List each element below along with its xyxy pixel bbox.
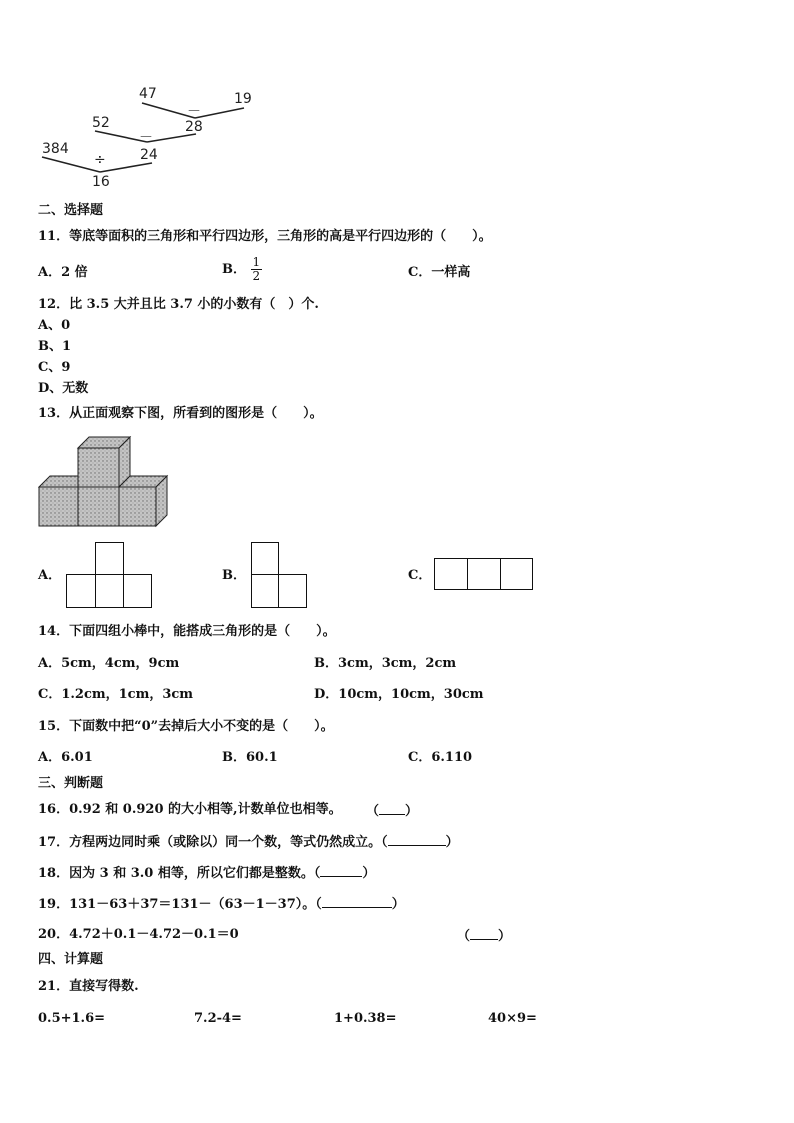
question-21-expression-4[interactable]: 40×9= xyxy=(488,1011,537,1026)
question-14-stem: 14．下面四组小棒中，能搭成三角形的是（ ）。 xyxy=(38,624,336,639)
grid-square xyxy=(95,574,124,608)
tree-number-24: 24 xyxy=(140,147,158,163)
tree-minus-sign: － xyxy=(139,130,153,146)
question-19-stem: 19．131－63＋37＝131－（63－1－37）。（ xyxy=(38,897,322,912)
question-15-option-c[interactable]: C．6.110 xyxy=(408,750,473,765)
paren-close: ） xyxy=(362,866,376,881)
cube-stack-figure xyxy=(38,436,170,530)
question-18-stem: 18．因为 3 和 3.0 相等，所以它们都是整数。（ xyxy=(38,866,321,881)
question-18-answer-blank[interactable] xyxy=(320,864,362,877)
question-12-option-c[interactable]: C、9 xyxy=(38,360,71,375)
tree-number-384: 384 xyxy=(42,141,69,157)
answer-line xyxy=(470,927,498,940)
question-21-expression-3[interactable]: 1+0.38= xyxy=(334,1011,397,1026)
grid-square xyxy=(123,574,152,608)
grid-square xyxy=(434,558,468,590)
question-17-stem: 17．方程两边同时乘（或除以）同一个数，等式仍然成立。（ xyxy=(38,835,388,850)
question-20-answer-blank[interactable] xyxy=(457,927,511,945)
question-12-option-b[interactable]: B、1 xyxy=(38,339,72,354)
answer-line xyxy=(379,802,405,815)
grid-square xyxy=(251,542,279,575)
grid-square xyxy=(467,558,501,590)
section-title-judgement: 三、判断题 xyxy=(38,776,104,791)
question-13-option-c-label[interactable]: C． xyxy=(408,568,432,583)
question-15-option-a[interactable]: A．6.01 xyxy=(38,750,93,765)
question-11-option-a[interactable]: A．2 倍 xyxy=(38,265,88,280)
top-cube-front-face xyxy=(78,448,119,487)
paren-close: ） xyxy=(405,804,419,819)
question-21-stem: 21．直接写得数. xyxy=(38,979,139,994)
tree-number-28: 28 xyxy=(185,119,203,135)
grid-square xyxy=(95,542,124,575)
bottom-cube-right xyxy=(119,487,156,526)
fraction-numerator: 1 xyxy=(252,255,261,269)
option-b-label: B． xyxy=(222,262,246,277)
question-16-stem: 16．0.92 和 0.920 的大小相等,计数单位也相等。 xyxy=(38,802,342,817)
paren-close: ） xyxy=(391,897,405,912)
question-15-option-b[interactable]: B．60.1 xyxy=(222,750,278,765)
paren-open: （ xyxy=(457,929,471,944)
paren-close: ） xyxy=(498,929,512,944)
question-13-option-b-label[interactable]: B． xyxy=(222,568,246,583)
question-14-option-b[interactable]: B．3cm，3cm，2cm xyxy=(314,656,457,671)
fraction-denominator: 2 xyxy=(252,269,261,283)
fraction-one-half xyxy=(251,256,263,283)
bottom-cube-left xyxy=(39,487,78,526)
question-18-line xyxy=(38,864,375,882)
tree-number-52: 52 xyxy=(92,115,110,131)
question-19-line xyxy=(38,895,405,913)
bottom-cube-middle xyxy=(78,487,119,526)
question-14-option-c[interactable]: C．1.2cm，1cm，3cm xyxy=(38,687,194,702)
tree-minus-sign: － xyxy=(187,104,201,120)
question-15-stem: 15．下面数中把“0”去掉后大小不变的是（ ）。 xyxy=(38,719,334,734)
question-21-expression-2[interactable]: 7.2-4= xyxy=(194,1011,242,1026)
question-11-option-b[interactable] xyxy=(222,256,262,283)
paren-close: ） xyxy=(445,835,459,850)
grid-square xyxy=(251,574,279,608)
section-title-choice: 二、选择题 xyxy=(38,203,104,218)
question-12-stem: 12．比 3.5 大并且比 3.7 小的小数有（ ）个. xyxy=(38,297,319,312)
question-17-answer-blank[interactable] xyxy=(388,833,446,846)
tree-number-16: 16 xyxy=(92,174,110,190)
grid-square xyxy=(500,558,533,590)
tree-line xyxy=(100,163,152,172)
question-20-stem: 20．4.72＋0.1－4.72－0.1＝0 xyxy=(38,927,239,942)
question-11-option-c[interactable]: C．一样高 xyxy=(408,265,471,280)
question-12-option-d[interactable]: D、无数 xyxy=(38,381,89,396)
question-12-option-a[interactable]: A、0 xyxy=(38,318,71,333)
grid-square xyxy=(278,574,307,608)
tree-line xyxy=(42,157,100,172)
section-title-calculation: 四、计算题 xyxy=(38,952,104,967)
tree-line xyxy=(195,108,244,118)
grid-square xyxy=(66,574,96,608)
tree-divide-sign: ÷ xyxy=(94,152,106,168)
paren-open: （ xyxy=(366,804,380,819)
question-14-option-a[interactable]: A．5cm，4cm，9cm xyxy=(38,656,180,671)
question-14-option-d[interactable]: D．10cm，10cm，30cm xyxy=(314,687,484,702)
question-21-expression-1[interactable]: 0.5+1.6= xyxy=(38,1011,106,1026)
question-11-stem: 11．等底等面积的三角形和平行四边形，三角形的高是平行四边形的（ ）。 xyxy=(38,229,492,244)
bottom-row-top-face xyxy=(39,476,78,487)
question-19-answer-blank[interactable] xyxy=(322,895,392,908)
question-13-option-a-label[interactable]: A． xyxy=(38,568,62,583)
question-13-stem: 13．从正面观察下图，所看到的图形是（ ）。 xyxy=(38,406,323,421)
tree-number-19: 19 xyxy=(234,91,252,107)
question-17-line xyxy=(38,833,459,851)
tree-line xyxy=(147,134,196,142)
tree-number-47: 47 xyxy=(139,86,157,102)
question-16-answer-blank[interactable] xyxy=(366,802,418,820)
